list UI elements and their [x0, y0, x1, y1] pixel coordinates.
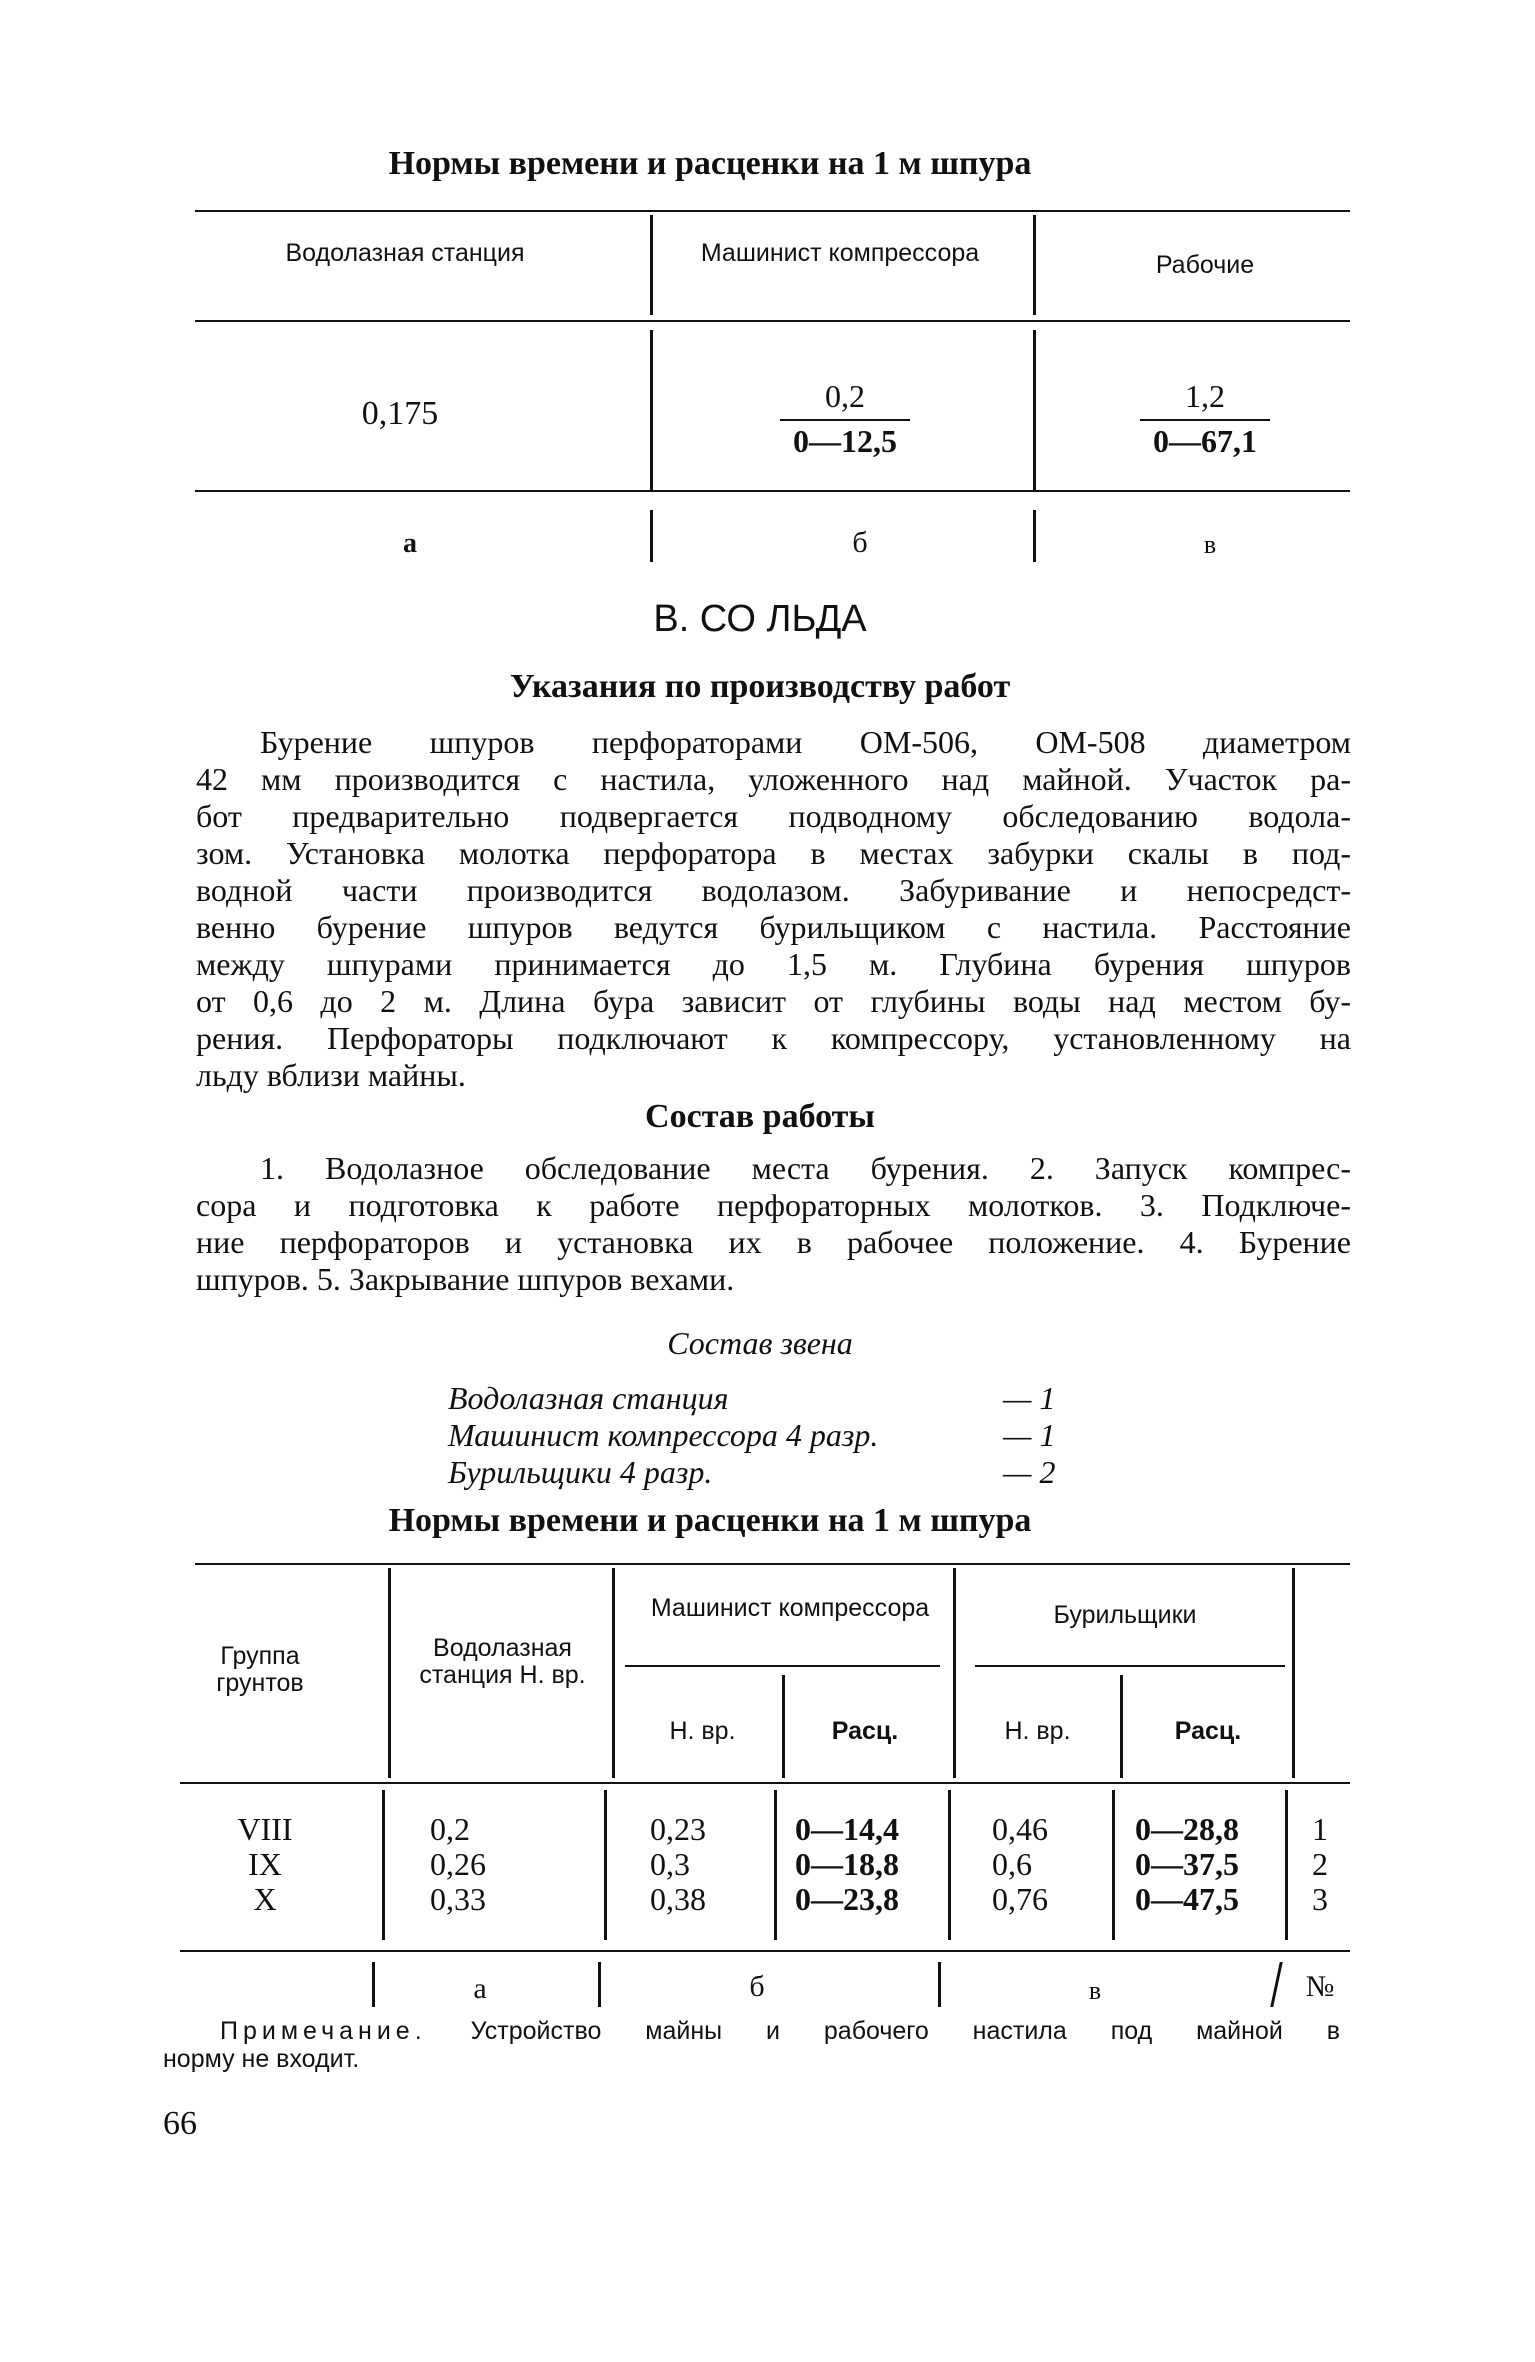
- table2-letter-a: а: [473, 1972, 487, 2005]
- table2-divider: [953, 1568, 956, 1778]
- table2-letter-c: в: [1088, 1976, 1102, 2005]
- text-line: венно бурение шпуров ведутся бурильщиком с настила. Расстояние: [196, 909, 1351, 945]
- table2-divider: [782, 1675, 785, 1778]
- table-cell: 0,26: [430, 1846, 486, 1882]
- table-cell: 0,38: [650, 1881, 706, 1917]
- table-cell: 0—37,5: [1135, 1846, 1239, 1882]
- table-cell: 0,76: [992, 1881, 1048, 1917]
- table2-header-d-rasc: Расц.: [1174, 1717, 1242, 1745]
- table2-top-rule: [195, 1563, 1350, 1565]
- table2-divider: [1270, 1962, 1283, 2007]
- table-cell: IX: [248, 1846, 282, 1882]
- table2-divider: [1285, 1790, 1288, 1940]
- table2-divider: [938, 1962, 941, 2007]
- table1-letter-a: а: [403, 528, 417, 559]
- table-cell: 0,6: [992, 1846, 1032, 1882]
- table2-col-m-nvr: [650, 1812, 760, 1917]
- table-cell: 0,2: [430, 1811, 470, 1847]
- crew-item: Машинист компрессора 4 разр. — 1: [448, 1417, 1056, 1453]
- table2-col-station: [430, 1812, 540, 1917]
- table-cell: 3: [1312, 1881, 1328, 1917]
- text-line: от 0,6 до 2 м. Длина бура зависит от глубины воды над местом бу-: [196, 983, 1351, 1019]
- table2-col-d-rasc: [1135, 1812, 1280, 1917]
- table2-col-d-nvr: [992, 1812, 1102, 1917]
- table2-divider: [612, 1568, 615, 1778]
- note-label: Примечание.: [220, 2017, 427, 2045]
- text-line: зом. Установка молотка перфоратора в местах забурки скалы в под-: [196, 835, 1351, 871]
- section-heading: В. СО ЛЬДА: [653, 598, 867, 640]
- table2-divider: [382, 1790, 385, 1940]
- crew-item: Водолазная станция — 1: [448, 1380, 1056, 1416]
- table2-bottom-rule: [180, 1950, 1350, 1952]
- table-cell: 0—28,8: [1135, 1811, 1239, 1847]
- table2-title: Нормы времени и расценки на 1 м шпура: [388, 1502, 1032, 1539]
- table2-header-d-nvr: Н. вр.: [1004, 1717, 1071, 1745]
- note-line-2: норму не входит.: [163, 2045, 360, 2073]
- table-cell: 2: [1312, 1846, 1328, 1882]
- table1-header-workers: Рабочие: [1155, 251, 1255, 279]
- text-line: 1. Водолазное обследование места бурения. 2. Запуск компрес-: [260, 1150, 1351, 1186]
- table2-header-drillers: Бурильщики: [1053, 1601, 1197, 1629]
- work-title: Состав работы: [645, 1098, 875, 1135]
- table2-divider: [372, 1962, 375, 2007]
- table-cell: 0,46: [992, 1811, 1048, 1847]
- text-line: бот предварительно подвергается подводному обследованию водола-: [196, 798, 1351, 834]
- table-cell: 0,33: [430, 1881, 486, 1917]
- table2-letter-b: б: [749, 1970, 765, 2003]
- table1-divider: [650, 510, 653, 562]
- table1-value-machinist: [740, 378, 950, 460]
- table2-header-m-nvr: Н. вр.: [669, 1717, 736, 1745]
- table2-divider: [604, 1790, 607, 1940]
- table1-divider: [1033, 330, 1036, 490]
- text-line: ние перфораторов и установка их в рабочее положение. 4. Бурение: [196, 1224, 1351, 1260]
- table2-col-m-rasc: [795, 1812, 935, 1917]
- table1-divider: [1033, 215, 1036, 315]
- table2-divider: [1120, 1675, 1123, 1778]
- table-cell: 0—14,4: [795, 1811, 899, 1847]
- table2-divider: [388, 1568, 391, 1778]
- text-line: льду вблизи майны.: [196, 1057, 466, 1093]
- instructions-paragraph: [196, 724, 1351, 1094]
- crew-item: Бурильщики 4 разр. — 2: [448, 1454, 1056, 1490]
- table1-title: Нормы времени и расценки на 1 м шпура: [388, 145, 1032, 182]
- crew-list: [448, 1380, 1055, 1491]
- table-cell: 0—18,8: [795, 1846, 899, 1882]
- text-line: водной части производится водолазом. Забуривание и непосредст-: [196, 872, 1351, 908]
- table1-divider: [650, 330, 653, 490]
- table-cell: X: [253, 1881, 277, 1917]
- table1-header-rule: [195, 320, 1350, 322]
- table1-value-workers: [1100, 378, 1310, 460]
- table-cell: 0,3: [650, 1846, 690, 1882]
- table2-header-machinist: Машинист компрессора: [650, 1594, 930, 1622]
- table1-bottom-rule: [195, 490, 1350, 492]
- table2-divider: [948, 1790, 951, 1940]
- table1-divider: [1033, 510, 1036, 562]
- table2-subheader-rule: [975, 1665, 1285, 1667]
- text-line: 42 мм производится с настила, уложенного над майной. Участок ра-: [196, 761, 1351, 797]
- norm-time: 0,2: [780, 378, 910, 421]
- table1-top-rule: [195, 210, 1350, 212]
- table2-divider: [1292, 1568, 1295, 1778]
- table2-letter-number: №: [1305, 1970, 1335, 2003]
- text-line: Бурение шпуров перфораторами ОМ-506, ОМ-508 диаметром: [260, 724, 1351, 760]
- table1-header-station: Водолазная станция: [285, 239, 525, 267]
- table2-col-group: [200, 1812, 330, 1917]
- table2-divider: [774, 1790, 777, 1940]
- norm-time: 1,2: [1140, 378, 1270, 421]
- note-line: [220, 2018, 1340, 2045]
- page-number: 66: [163, 2105, 197, 2142]
- note-text: Устройство майны и рабочего настила под майной в: [470, 2017, 1340, 2045]
- text-line: сора и подготовка к работе перфораторных молотков. 3. Подключе-: [196, 1187, 1351, 1223]
- text-line: шпуров. 5. Закрывание шпуров вехами.: [196, 1261, 735, 1297]
- table1-divider: [650, 215, 653, 315]
- table-cell: 1: [1312, 1811, 1328, 1847]
- table-cell: 0—47,5: [1135, 1881, 1239, 1917]
- table-cell: 0,23: [650, 1811, 706, 1847]
- table2-subheader-rule: [625, 1665, 940, 1667]
- table-cell: 0—23,8: [795, 1881, 899, 1917]
- table2-divider: [598, 1962, 601, 2007]
- table2-divider: [1112, 1790, 1115, 1940]
- text-line: рения. Перфораторы подключают к компрессору, установленному на: [196, 1020, 1351, 1056]
- work-paragraph: [196, 1150, 1351, 1298]
- table2-col-number: [1300, 1812, 1340, 1917]
- table1-letter-c: в: [1203, 530, 1217, 559]
- rate: 0—12,5: [793, 423, 897, 459]
- table2-header-station: Водолазная станция Н. вр.: [419, 1634, 586, 1689]
- rate: 0—67,1: [1153, 423, 1257, 459]
- table2-header-group: Группа грунтов: [216, 1642, 304, 1697]
- table-cell: VIII: [237, 1811, 293, 1847]
- table2-header-rule: [180, 1782, 1350, 1784]
- instructions-title: Указания по производству работ: [509, 668, 1011, 705]
- crew-title: Состав звена: [667, 1325, 853, 1361]
- table1-value-station: 0,175: [361, 395, 439, 432]
- table1-header-machinist: Машинист компрессора: [700, 239, 980, 267]
- table1-letter-b: б: [852, 526, 868, 559]
- table2-header-m-rasc: Расц.: [831, 1717, 899, 1745]
- text-line: между шпурами принимается до 1,5 м. Глубина бурения шпуров: [196, 946, 1351, 982]
